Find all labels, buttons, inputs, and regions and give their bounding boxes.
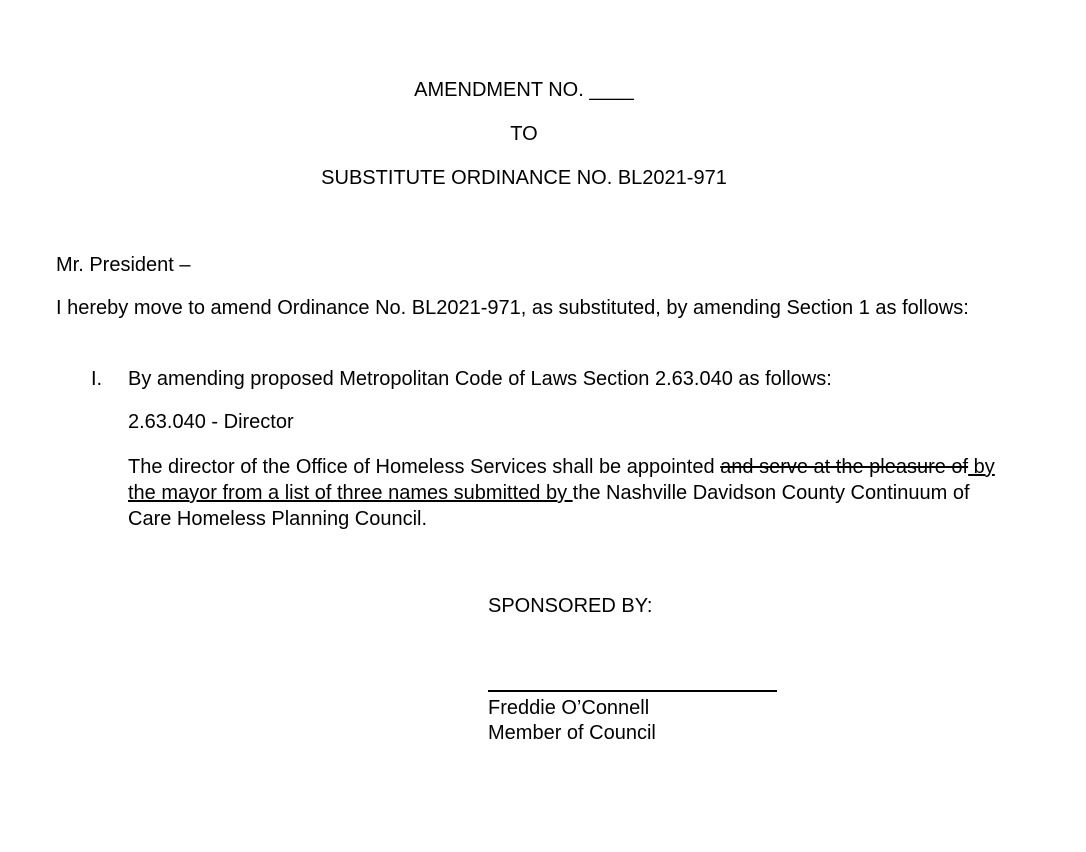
item-text: By amending proposed Metropolitan Code of Laws Section 2.63.040 as follows: xyxy=(128,368,832,390)
amendment-number-heading: AMENDMENT NO. ____ xyxy=(414,79,634,101)
section-heading: 2.63.040 - Director xyxy=(128,411,294,433)
body-text-after: the Nashville Davidson County Continuum of Care Homeless Planning Council. xyxy=(128,482,970,530)
body-text-before: The director of the Office of Homeless Services shall be appointed xyxy=(128,456,721,478)
section-body xyxy=(128,454,998,532)
deleted-text: and serve at the pleasure of xyxy=(720,456,969,478)
inserted-text: by the mayor from a list of three names submitted by xyxy=(128,456,995,504)
motion-paragraph: I hereby move to amend Ordinance No. BL2021-971, as substituted, by amending Section 1 as follows: xyxy=(56,297,969,319)
to-heading: TO xyxy=(510,123,538,145)
salutation: Mr. President – xyxy=(56,254,191,276)
sponsor-name: Freddie O’Connell xyxy=(488,697,650,719)
sponsored-by-label: SPONSORED BY: xyxy=(488,595,653,617)
signature-line xyxy=(488,690,777,692)
sponsor-title: Member of Council xyxy=(488,722,656,744)
item-number: I. xyxy=(91,368,103,390)
ordinance-heading: SUBSTITUTE ORDINANCE NO. BL2021-971 xyxy=(321,167,727,189)
